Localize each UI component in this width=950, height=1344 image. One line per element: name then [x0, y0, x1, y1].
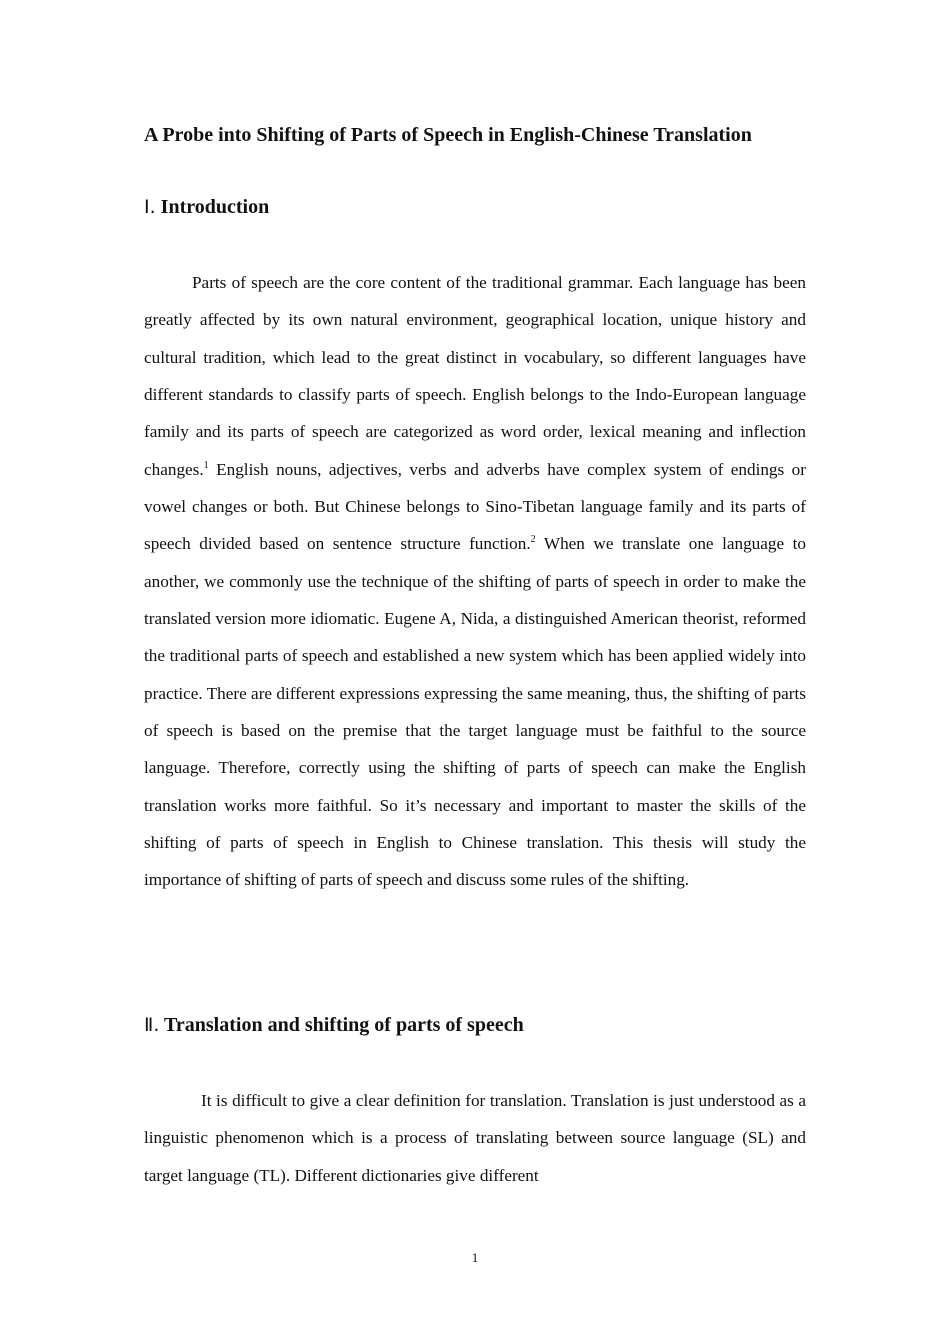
paragraph-text: English nouns, adjectives, verbs and adverbs have complex system of endings or vowel changes or both. But Chinese belongs to Sino-Tibetan language family and its parts of speech divided based on sentence structure function.: [144, 459, 806, 554]
introduction-paragraph: [144, 264, 806, 899]
footnote-marker: 1: [203, 459, 209, 471]
section-number: Ⅱ.: [144, 1014, 160, 1036]
document-title: A Probe into Shifting of Parts of Speech in English-Chinese Translation: [144, 124, 752, 146]
paragraph-text: Parts of speech are the core content of the traditional grammar. Each language has been greatly affected by its own natural environment, geographical location, unique history and cultural tradition, which lead to the great distinct in vocabulary, so different languages have different standards to classify parts of speech. English belongs to the Indo-European language family and its parts of speech are categorized as word order, lexical meaning and inflection changes.: [144, 273, 806, 479]
paragraph-text: When we translate one language to another, we commonly use the technique of the shifting of parts of speech in order to make the translated version more idiomatic. Eugene A, Nida, a distinguished American theorist, reformed the traditional parts of speech and established a new system which has been applied widely into practice. There are different expressions expressing the same meaning, thus, the shifting of parts of speech is based on the premise that the target language must be faithful to the source language. Therefore, correctly using the shifting of parts of speech can make the English translation works more faithful. So it’s necessary and important to master the skills of the shifting of parts of speech in English to Chinese translation. This thesis will study the importance of shifting of parts of speech and discuss some rules of the shifting.: [144, 534, 806, 890]
section-heading-text: Introduction: [160, 196, 270, 218]
section-number: Ⅰ.: [144, 196, 156, 218]
section-heading-introduction: [144, 196, 269, 219]
translation-paragraph: [144, 1082, 806, 1194]
page-number: 1: [471, 1250, 479, 1265]
section-heading-translation: [144, 1014, 524, 1037]
footnote-marker: 2: [530, 534, 536, 546]
paragraph-text: It is difficult to give a clear definition for translation. Translation is just understood as a linguistic phenomenon which is a process of translating between source language (SL) and target language (TL). Different dictionaries give different: [144, 1091, 806, 1185]
section-heading-text: Translation and shifting of parts of speech: [164, 1014, 524, 1036]
